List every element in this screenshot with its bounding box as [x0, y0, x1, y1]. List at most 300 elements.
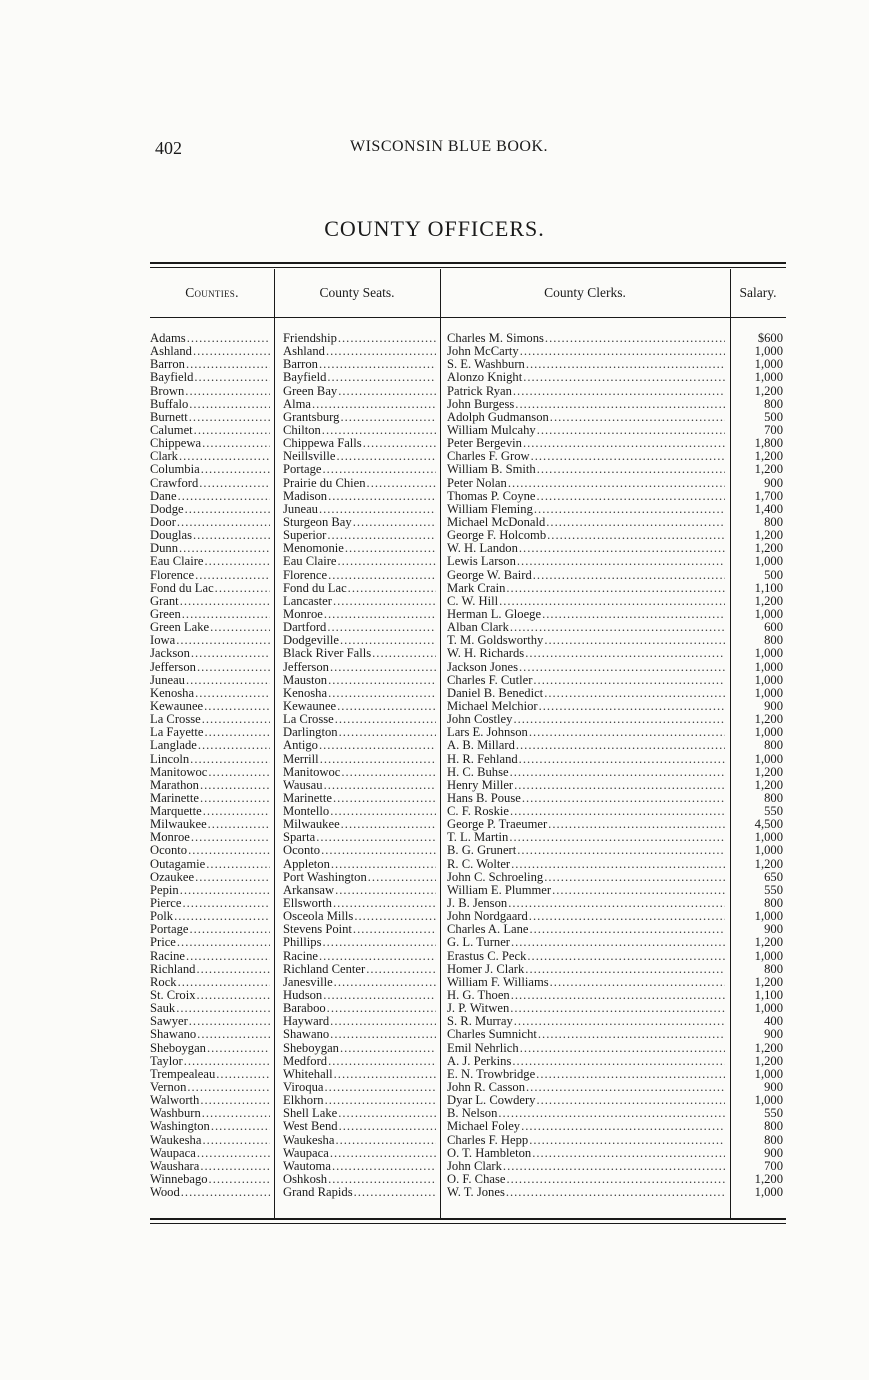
clerk-salary: 1,000 [754, 1002, 783, 1016]
table-row [150, 661, 786, 674]
table-row [150, 332, 786, 345]
county-name-cell [150, 463, 270, 476]
clerk-salary: 1,200 [754, 713, 783, 727]
clerk-salary-cell [735, 1042, 783, 1055]
clerk-salary-cell [735, 371, 783, 384]
county-name: Fond du Lac [150, 581, 214, 595]
county-name-cell [150, 1134, 270, 1147]
county-seat: Antigo [283, 739, 318, 753]
table-row [150, 792, 786, 805]
county-seat-cell [283, 490, 436, 503]
dot-leader [499, 595, 725, 608]
table-body [150, 332, 786, 1199]
county-name-cell [150, 713, 270, 726]
county-seat-cell [283, 1186, 436, 1199]
clerk-salary: 1,000 [754, 844, 783, 858]
county-name: Brown [150, 384, 185, 398]
county-clerk-cell [447, 490, 725, 503]
county-seat-cell [283, 1094, 436, 1107]
county-seat: Fond du Lac [283, 581, 347, 595]
dot-leader [197, 1147, 270, 1160]
county-name-cell [150, 371, 270, 384]
county-seat-cell [283, 1160, 436, 1173]
county-seat-cell [283, 923, 436, 936]
clerk-salary: 1,200 [754, 778, 783, 792]
county-name-cell [150, 923, 270, 936]
county-clerk-cell [447, 897, 725, 910]
clerk-salary-cell [735, 437, 783, 450]
dot-leader [194, 424, 270, 437]
clerk-salary-cell [735, 1120, 783, 1133]
county-seat-cell [283, 1107, 436, 1120]
county-clerk-cell [447, 398, 725, 411]
dot-leader [177, 936, 270, 949]
county-name-cell [150, 503, 270, 516]
county-name: Grant [150, 594, 179, 608]
clerk-salary-cell [735, 582, 783, 595]
table-row [150, 503, 786, 516]
county-name-cell [150, 792, 270, 805]
dot-leader [529, 923, 725, 936]
county-clerk: S. E. Washburn [447, 358, 525, 372]
dot-leader [206, 858, 270, 871]
clerk-salary-cell [735, 634, 783, 647]
county-name-cell [150, 411, 270, 424]
county-clerk-cell [447, 555, 725, 568]
county-name: Monroe [150, 831, 190, 845]
dot-leader [324, 779, 436, 792]
clerk-salary-cell [735, 674, 783, 687]
county-clerk: O. T. Hambleton [447, 1146, 532, 1160]
county-clerk: J. B. Jenson [447, 897, 508, 911]
dot-leader [182, 897, 270, 910]
clerk-salary: 1,000 [754, 910, 783, 924]
dot-leader [174, 910, 270, 923]
county-clerk: John R. Casson [447, 1081, 526, 1095]
clerk-salary-cell [735, 398, 783, 411]
clerk-salary: 1,700 [754, 489, 783, 503]
clerk-salary: 1,000 [754, 831, 783, 845]
clerk-salary-cell [735, 950, 783, 963]
county-clerk-cell [447, 1094, 725, 1107]
county-name: La Crosse [150, 713, 201, 727]
county-clerk-cell [447, 963, 725, 976]
county-seat-cell [283, 516, 436, 529]
dot-leader [525, 647, 725, 660]
table-row [150, 1015, 786, 1028]
county-name: Pierce [150, 897, 182, 911]
dot-leader [211, 1120, 270, 1133]
dot-leader [366, 963, 436, 976]
county-name: Langlade [150, 739, 197, 753]
county-name: Iowa [150, 634, 176, 648]
county-clerk: Lewis Larson [447, 555, 516, 569]
dot-leader [327, 529, 436, 542]
county-seat: Shawano [283, 1028, 330, 1042]
county-clerk-cell [447, 542, 725, 555]
table-row [150, 555, 786, 568]
clerk-salary: 1,200 [754, 936, 783, 950]
column-header-county-clerks: County Clerks. [544, 285, 626, 300]
county-clerk: John Nordgaard [447, 910, 528, 924]
dot-leader [511, 858, 725, 871]
table-row [150, 385, 786, 398]
table-row [150, 726, 786, 739]
county-clerk-cell [447, 792, 725, 805]
table-row [150, 477, 786, 490]
county-seat-cell [283, 739, 436, 752]
dot-leader [544, 634, 725, 647]
clerk-salary: 800 [764, 634, 783, 648]
clerk-salary: 800 [764, 397, 783, 411]
county-clerk: John Clark [447, 1159, 502, 1173]
dot-leader [516, 739, 725, 752]
dot-leader [372, 647, 436, 660]
county-name: Jefferson [150, 660, 196, 674]
county-name: Pepin [150, 883, 179, 897]
dot-leader [200, 792, 270, 805]
clerk-salary-cell [735, 739, 783, 752]
county-clerk-cell [447, 1134, 725, 1147]
county-seat: Grand Rapids [283, 1186, 353, 1200]
county-clerk: William Fleming [447, 502, 533, 516]
clerk-salary: 1,100 [754, 581, 783, 595]
dot-leader [529, 910, 725, 923]
dot-leader [353, 516, 436, 529]
county-clerk: William Mulcahy [447, 423, 536, 437]
dot-leader [204, 700, 270, 713]
county-name-cell [150, 569, 270, 582]
dot-leader [186, 358, 270, 371]
table-row [150, 1055, 786, 1068]
county-name-cell [150, 687, 270, 700]
county-name-cell [150, 647, 270, 660]
county-name-cell [150, 976, 270, 989]
county-name: Florence [150, 568, 195, 582]
county-seat-cell [283, 989, 436, 1002]
county-officers-table [150, 262, 786, 1227]
county-seat-cell [283, 1028, 436, 1041]
table-row [150, 989, 786, 1002]
table-row [150, 687, 786, 700]
county-seat: Superior [283, 529, 327, 543]
dot-leader [202, 1134, 270, 1147]
dot-leader [529, 726, 725, 739]
clerk-salary: 500 [764, 568, 783, 582]
county-seat: Osceola Mills [283, 910, 354, 924]
clerk-salary-cell [735, 687, 783, 700]
county-clerk-cell [447, 1081, 725, 1094]
dot-leader [319, 358, 436, 371]
county-seat-cell [283, 385, 436, 398]
county-seat: Phillips [283, 936, 322, 950]
county-name: Clark [150, 450, 178, 464]
dot-leader [545, 332, 725, 345]
county-name-cell [150, 1028, 270, 1041]
dot-leader [341, 818, 436, 831]
dot-leader [321, 844, 436, 857]
table-row [150, 621, 786, 634]
dot-leader [367, 477, 436, 490]
county-clerk: William F. Williams [447, 975, 549, 989]
county-clerk: S. R. Murray [447, 1015, 513, 1029]
dot-leader [196, 963, 270, 976]
county-clerk-cell [447, 713, 725, 726]
dot-leader [340, 1042, 436, 1055]
table-row [150, 976, 786, 989]
county-clerk: A. B. Millard [447, 739, 515, 753]
clerk-salary-cell [735, 1134, 783, 1147]
dot-leader [324, 608, 436, 621]
clerk-salary: 800 [764, 515, 783, 529]
county-clerk: Charles F. Grow [447, 450, 530, 464]
clerk-salary: 1,200 [754, 1173, 783, 1186]
county-clerk: B. G. Grunert [447, 844, 517, 858]
dot-leader [339, 1120, 436, 1133]
county-name-cell [150, 398, 270, 411]
dot-leader [498, 1107, 725, 1120]
county-name: Washburn [150, 1107, 201, 1121]
dot-leader [199, 477, 270, 490]
clerk-salary: $600 [757, 332, 783, 345]
dot-leader [319, 950, 436, 963]
county-clerk: Adolph Gudmanson [447, 410, 549, 424]
county-clerk-cell [447, 385, 725, 398]
dot-leader [534, 503, 725, 516]
table-row [150, 700, 786, 713]
clerk-salary: 1,000 [754, 555, 783, 569]
dot-leader [185, 385, 270, 398]
clerk-salary: 1,400 [754, 502, 783, 516]
county-seat: Waupaca [283, 1146, 329, 1160]
dot-leader [510, 621, 725, 634]
county-clerk: George F. Holcomb [447, 529, 547, 543]
dot-leader [184, 1055, 270, 1068]
table-row [150, 398, 786, 411]
dot-leader [333, 595, 436, 608]
dot-leader [195, 871, 270, 884]
clerk-salary: 800 [764, 791, 783, 805]
county-seat-cell [283, 871, 436, 884]
county-name: Eau Claire [150, 555, 204, 569]
county-clerk-cell [447, 634, 725, 647]
dot-leader [330, 1147, 436, 1160]
county-name-cell [150, 871, 270, 884]
dot-leader [327, 371, 436, 384]
table-row [150, 595, 786, 608]
county-clerk: H. C. Buhse [447, 765, 509, 779]
dot-leader [319, 739, 436, 752]
dot-leader [514, 779, 725, 792]
county-clerk-cell [447, 936, 725, 949]
dot-leader [542, 608, 725, 621]
county-clerk: Jackson Jones [447, 660, 519, 674]
county-seat-cell [283, 674, 436, 687]
county-clerk: Michael Melchior [447, 699, 538, 713]
dot-leader [188, 844, 270, 857]
county-name-cell [150, 1042, 270, 1055]
clerk-salary: 1,200 [754, 450, 783, 464]
clerk-salary-cell [735, 1081, 783, 1094]
county-seat-cell [283, 582, 436, 595]
county-clerk-cell [447, 674, 725, 687]
county-clerk: C. F. Roskie [447, 805, 509, 819]
county-clerk: Dyar L. Cowdery [447, 1094, 536, 1108]
county-clerk: G. L. Turner [447, 936, 510, 950]
dot-leader [515, 398, 725, 411]
dot-leader [195, 687, 270, 700]
county-seat: Portage [283, 463, 322, 477]
county-name: Green Lake [150, 621, 210, 635]
county-clerk: Daniel B. Benedict [447, 686, 544, 700]
clerk-salary-cell [735, 1147, 783, 1160]
clerk-salary: 1,000 [754, 686, 783, 700]
dot-leader [529, 1134, 725, 1147]
dot-leader [511, 936, 725, 949]
county-clerk: William B. Smith [447, 463, 536, 477]
county-clerk: Herman L. Gloege [447, 607, 542, 621]
dot-leader [519, 542, 725, 555]
county-seat-cell [283, 542, 436, 555]
dot-leader [520, 1042, 725, 1055]
county-clerk: O. F. Chase [447, 1173, 506, 1186]
county-seat: Lancaster [283, 594, 332, 608]
clerk-salary-cell [735, 936, 783, 949]
county-clerk: C. W. Hill [447, 594, 499, 608]
clerk-salary-cell [735, 1068, 783, 1081]
county-clerk: Charles Sumnicht [447, 1028, 537, 1042]
county-name: Lincoln [150, 752, 190, 766]
table-row [150, 713, 786, 726]
clerk-salary: 900 [764, 1081, 783, 1095]
county-clerk-cell [447, 976, 725, 989]
dot-leader [186, 950, 270, 963]
county-clerk: Alban Clark [447, 621, 509, 635]
table-row [150, 1120, 786, 1133]
county-seat-cell [283, 1173, 436, 1186]
header-bottom-rule [150, 317, 786, 318]
county-seat-cell [283, 569, 436, 582]
county-name: Dane [150, 489, 177, 503]
county-clerk-cell [447, 1107, 725, 1120]
dot-leader [526, 358, 725, 371]
county-clerk-cell [447, 871, 725, 884]
clerk-salary: 900 [764, 1028, 783, 1042]
dot-leader [203, 805, 270, 818]
county-clerk-cell [447, 1015, 725, 1028]
clerk-salary-cell [735, 332, 783, 345]
county-clerk-cell [447, 345, 725, 358]
county-name-cell [150, 766, 270, 779]
dot-leader [526, 1081, 725, 1094]
clerk-salary: 700 [764, 423, 783, 437]
clerk-salary-cell [735, 490, 783, 503]
county-name-cell [150, 910, 270, 923]
dot-leader [333, 792, 436, 805]
table-row [150, 608, 786, 621]
dot-leader [200, 1160, 270, 1173]
county-seat: Florence [283, 568, 328, 582]
county-clerk: Charles A. Lane [447, 923, 529, 937]
dot-leader [514, 1015, 725, 1028]
clerk-salary-cell [735, 1173, 783, 1186]
county-name-cell [150, 1094, 270, 1107]
dot-leader [512, 1055, 725, 1068]
county-seat: Ellsworth [283, 897, 332, 911]
dot-leader [537, 490, 725, 503]
table-row [150, 950, 786, 963]
table-row [150, 647, 786, 660]
dot-leader [552, 884, 725, 897]
dot-leader [207, 1042, 270, 1055]
county-seat: Kenosha [283, 686, 328, 700]
column-header-counties: Counties. [185, 285, 239, 300]
county-name-cell [150, 739, 270, 752]
county-seat-cell [283, 1134, 436, 1147]
county-name-cell [150, 661, 270, 674]
table-row [150, 582, 786, 595]
dot-leader [506, 1173, 725, 1186]
county-clerk: E. N. Trowbridge [447, 1067, 536, 1081]
dot-leader [328, 674, 436, 687]
county-clerk-cell [447, 569, 725, 582]
dot-leader [522, 792, 725, 805]
county-name-cell [150, 1068, 270, 1081]
table-top-rule-thin [150, 267, 786, 268]
county-seat-cell [283, 1068, 436, 1081]
county-seat-cell [283, 766, 436, 779]
county-clerk-cell [447, 647, 725, 660]
county-name-cell [150, 897, 270, 910]
dot-leader [202, 1107, 270, 1120]
dot-leader [322, 424, 436, 437]
county-clerk: B. Nelson [447, 1107, 498, 1121]
county-seat-cell [283, 1002, 436, 1015]
county-name-cell [150, 726, 270, 739]
county-clerk: John Costley [447, 713, 513, 727]
clerk-salary-cell [735, 529, 783, 542]
clerk-salary: 1,000 [754, 726, 783, 740]
column-header-salary: Salary. [739, 285, 777, 300]
county-clerk: John Burgess [447, 397, 515, 411]
clerk-salary: 550 [764, 805, 783, 819]
county-name: Buffalo [150, 397, 189, 411]
dot-leader [340, 411, 436, 424]
running-title: WISCONSIN BLUE BOOK. [350, 138, 548, 155]
county-name-cell [150, 1147, 270, 1160]
clerk-salary: 1,200 [754, 765, 783, 779]
dot-leader [544, 871, 725, 884]
clerk-salary-cell [735, 411, 783, 424]
dot-leader [338, 1107, 436, 1120]
dot-leader [340, 634, 436, 647]
county-name-cell [150, 1107, 270, 1120]
county-clerk-cell [447, 450, 725, 463]
county-name: Trempealeau [150, 1067, 216, 1081]
county-seat: Dartford [283, 621, 327, 635]
county-seat: Racine [283, 949, 318, 963]
dot-leader [537, 424, 725, 437]
dot-leader [330, 1015, 436, 1028]
dot-leader [533, 569, 725, 582]
dot-leader [544, 687, 725, 700]
county-name: Crawford [150, 476, 199, 490]
table-row [150, 871, 786, 884]
county-name: Jackson [150, 647, 190, 661]
clerk-salary-cell [735, 385, 783, 398]
county-clerk: Thomas P. Coyne [447, 489, 536, 503]
clerk-salary: 4,500 [754, 818, 783, 832]
